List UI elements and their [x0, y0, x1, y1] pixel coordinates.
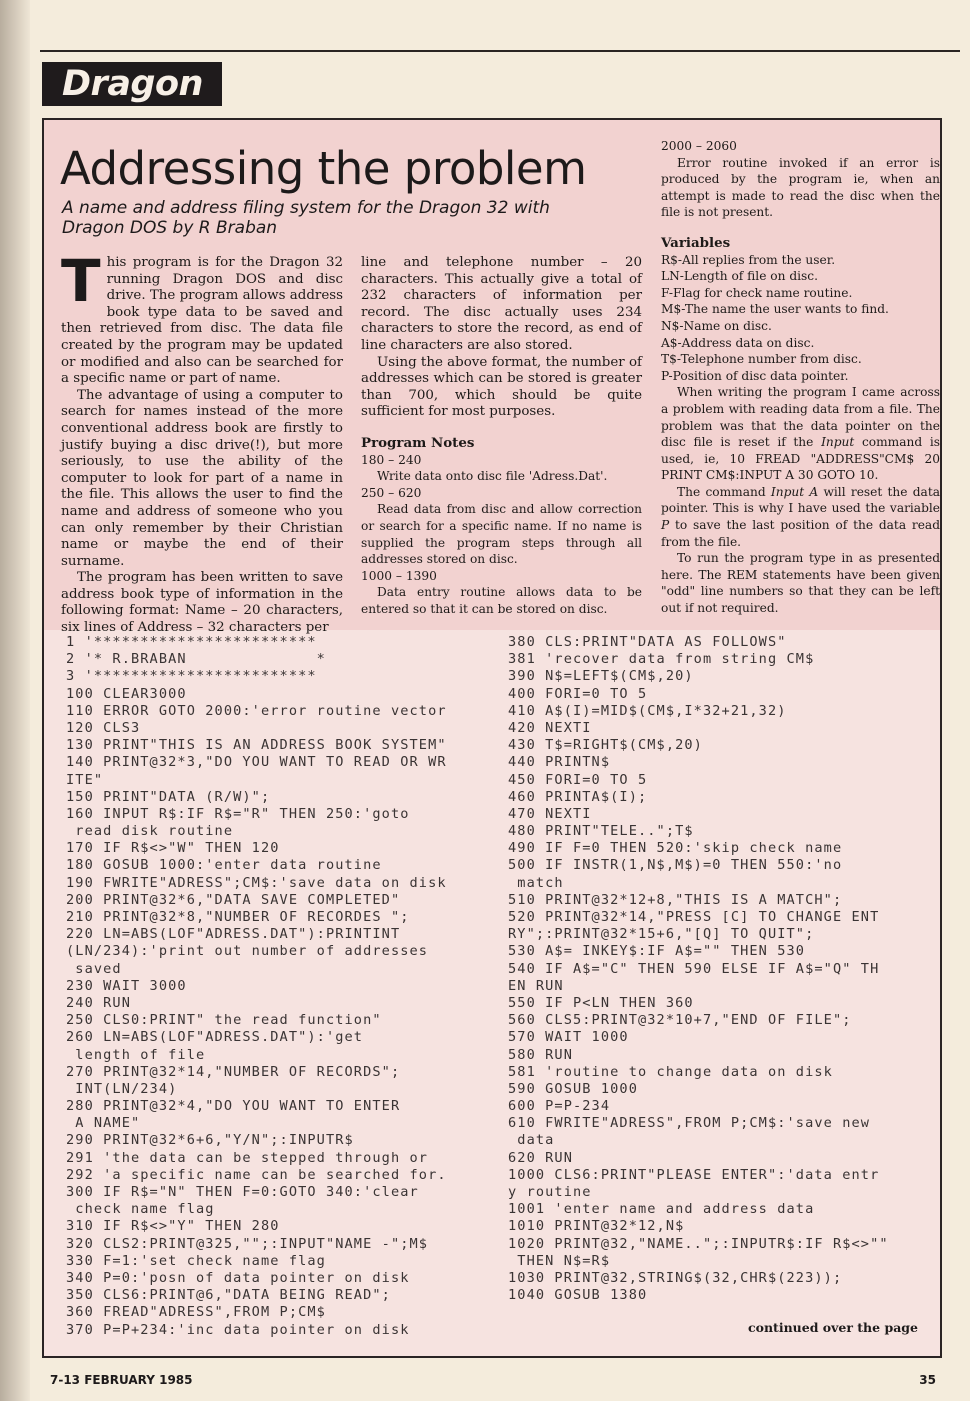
code-line: 620 RUN	[508, 1149, 573, 1166]
variable-item: F-Flag for check name routine.	[661, 285, 853, 300]
note-text: Read data from disc and allow correction or search for a specific name. If no name is supplied the program steps through all addresses stored on disc.	[361, 502, 642, 567]
code-line: 600 P=P-234	[508, 1098, 611, 1115]
code-line: check name flag	[66, 1201, 215, 1218]
note-text: Data entry routine allows data to be entered so that it can be stored on disc.	[361, 585, 642, 616]
variables-heading: Variables	[661, 234, 731, 251]
code-line: y routine	[508, 1184, 592, 1200]
code-line: 380 CLS:PRINT"DATA AS FOLLOWS"	[508, 634, 787, 650]
variable-item: LN-Length of file on disc.	[661, 269, 819, 284]
code-line: RY";:PRINT@32*15+6,"[Q] TO QUIT";	[508, 926, 815, 943]
code-line: 320 CLS2:PRINT@325,"";:INPUT"NAME -";M$	[66, 1235, 429, 1252]
code-line: 560 CLS5:PRINT@32*10+7,"END OF FILE";	[508, 1012, 852, 1029]
code-line: A NAME"	[66, 1115, 141, 1132]
code-line: 460 PRINTA$(I);	[508, 788, 648, 805]
code-line: 240 RUN	[66, 994, 131, 1011]
article-title: Addressing the problem	[60, 142, 587, 195]
code-line: saved	[66, 960, 122, 977]
text-run: Input A	[770, 484, 819, 499]
code-line: data	[508, 1132, 555, 1149]
line-range: 2000 – 2060	[661, 139, 737, 153]
variable-item: R$-All replies from the user.	[661, 252, 836, 267]
code-line: 1020 PRINT@32,"NAME..";:INPUTR$:IF R$<>""	[508, 1235, 889, 1252]
code-line: 250 CLS0:PRINT" the read function"	[66, 1012, 382, 1029]
continued-note: continued over the page	[748, 1320, 918, 1335]
code-line: 570 WAIT 1000	[508, 1029, 629, 1046]
line-range: 180 – 240	[361, 452, 422, 467]
code-line: 440 PRINTN$	[508, 754, 611, 771]
code-line: length of file	[66, 1046, 206, 1063]
code-line: 300 IF R$="N" THEN F=0:GOTO 340:'clear	[66, 1184, 419, 1200]
note-text: Write data onto disc file 'Adress.Dat'.	[377, 469, 608, 484]
article-column-3	[661, 138, 940, 617]
code-line: 1 '************************	[66, 634, 317, 650]
code-line: 270 PRINT@32*14,"NUMBER OF RECORDS";	[66, 1063, 401, 1080]
body-paragraph	[661, 384, 940, 484]
code-line: 490 IF F=0 THEN 520:'skip check name	[508, 840, 843, 857]
code-line: INT(LN/234)	[66, 1080, 178, 1097]
code-line: 470 NEXTI	[508, 805, 592, 822]
code-line: 590 GOSUB 1000	[508, 1080, 638, 1097]
body-paragraph: To run the program type in as presented here. The REM statements have been given "odd" line numbers so that they can be left out if not required.	[661, 551, 940, 616]
code-line: 230 WAIT 3000	[66, 977, 187, 994]
article-column-1	[61, 247, 343, 637]
page-gutter-shadow	[0, 0, 30, 1401]
code-line: 150 PRINT"DATA (R/W)";	[66, 788, 271, 805]
code-line: 292 'a specific name can be searched for.	[66, 1166, 447, 1183]
code-line: 581 'routine to change data on disk	[508, 1063, 833, 1080]
intro-paragraph	[61, 247, 343, 388]
code-line: 420 NEXTI	[508, 719, 592, 736]
code-line: 190 FWRITE"ADRESS";CM$:'save data on disk	[66, 874, 447, 891]
code-line: 390 N$=LEFT$(CM$,20)	[508, 668, 694, 685]
body-paragraph	[661, 484, 940, 550]
code-line: 120 CLS3	[66, 719, 141, 736]
code-line: 130 PRINT"THIS IS AN ADDRESS BOOK SYSTEM"	[66, 737, 447, 754]
code-line: 610 FWRITE"ADRESS",FROM P;CM$:'save new	[508, 1115, 871, 1132]
code-line: 580 RUN	[508, 1046, 573, 1063]
text-run: will reset the data pointer. This is why I have used the variable	[661, 484, 940, 516]
variables-list	[661, 252, 940, 385]
body-paragraph: The program has been written to save address book type of information in the following format: Name – 20 characters, six lines of Address – 32 characters per	[61, 570, 343, 636]
variable-item: P-Position of disc data pointer.	[661, 368, 849, 383]
code-line: 291 'the data can be stepped through or	[66, 1149, 429, 1166]
code-line: 3 '************************	[66, 668, 317, 685]
section-tab: Dragon	[42, 62, 222, 106]
code-line: read disk routine	[66, 823, 234, 840]
text-run: The command	[677, 484, 771, 499]
variable-item: M$-The name the user wants to find.	[661, 302, 889, 317]
code-line: 280 PRINT@32*4,"DO YOU WANT TO ENTER	[66, 1098, 401, 1115]
code-line: 1000 CLS6:PRINT"PLEASE ENTER":'data entr	[508, 1166, 880, 1183]
line-range: 250 – 620	[361, 485, 422, 500]
text-run: to save the last position of the data read from the file.	[661, 518, 940, 549]
code-line: 510 PRINT@32*12+8,"THIS IS A MATCH";	[508, 891, 843, 908]
code-line: 370 P=P+234:'inc data pointer on disk	[66, 1321, 410, 1338]
code-line: 381 'recover data from string CM$	[508, 651, 815, 668]
line-range: 1000 – 1390	[361, 568, 437, 583]
code-line: 290 PRINT@32*6+6,"Y/N";:INPUTR$	[66, 1132, 354, 1149]
program-listing-left	[66, 634, 496, 1339]
code-line: 180 GOSUB 1000:'enter data routine	[66, 857, 382, 874]
intro-text: his program is for the Dragon 32 running Dragon DOS and disc drive. The program allows address book type data to be saved and then retrieved from disc. The data file created by the program may be updated or modified and also can be searched for a specific name or part of name.	[61, 255, 343, 387]
article-standfirst: A name and address filing system for the Dragon 32 with Dragon DOS by R Braban	[62, 198, 550, 238]
body-paragraph: The advantage of using a computer to search for names instead of the more conventional address book are firstly to justify buying a disc drive(!), but more seriously, to use the ability of the computer to look for part of a name in the file. This allows the user to find the name and address of someone who you can only remember by their Christian name or maybe the end of their surname.	[61, 387, 343, 569]
page-number: 35	[919, 1373, 936, 1387]
code-line: 220 LN=ABS(LOF"ADRESS.DAT"):PRINTINT	[66, 926, 401, 943]
code-line: EN RUN	[508, 977, 564, 994]
code-line: match	[508, 874, 564, 891]
code-line: 330 F=1:'set check name flag	[66, 1252, 326, 1269]
code-line: (LN/234):'print out number of addresses	[66, 943, 429, 960]
code-line: 550 IF P<LN THEN 360	[508, 994, 694, 1011]
code-line: 340 P=0:'posn of data pointer on disk	[66, 1269, 410, 1286]
code-line: 1040 GOSUB 1380	[508, 1287, 648, 1304]
article-column-2	[361, 255, 642, 617]
code-line: 1010 PRINT@32*12,N$	[508, 1218, 685, 1235]
code-line: 210 PRINT@32*8,"NUMBER OF RECORDES ";	[66, 909, 410, 925]
program-listing-right	[508, 634, 938, 1304]
code-line: 1001 'enter name and address data	[508, 1201, 815, 1218]
code-line: 530 A$= INKEY$:IF A$="" THEN 530	[508, 943, 806, 960]
drop-cap: T	[61, 247, 101, 315]
code-line: 260 LN=ABS(LOF"ADRESS.DAT"):'get	[66, 1029, 364, 1046]
code-line: 540 IF A$="C" THEN 590 ELSE IF A$="Q" TH	[508, 960, 880, 977]
variable-item: N$-Name on disc.	[661, 318, 772, 333]
text-run: command is used, ie, 10 FREAD "ADDRESS"CM$ 20 PRINT CM$:INPUT A 30 GOTO 10.	[661, 435, 940, 483]
code-line: 170 IF R$<>"W" THEN 120	[66, 840, 280, 857]
code-line: 520 PRINT@32*14,"PRESS [C] TO CHANGE ENT	[508, 909, 880, 925]
code-line: THEN N$=R$	[508, 1252, 611, 1269]
code-line: 350 CLS6:PRINT@6,"DATA BEING READ";	[66, 1287, 391, 1304]
text-run: Input	[821, 435, 855, 450]
program-notes-heading: Program Notes	[361, 434, 475, 451]
code-line: 310 IF R$<>"Y" THEN 280	[66, 1218, 280, 1235]
variable-item: A$-Address data on disc.	[661, 335, 815, 350]
code-line: 200 PRINT@32*6,"DATA SAVE COMPLETED"	[66, 891, 401, 908]
code-line: ITE"	[66, 771, 104, 788]
code-line: 500 IF INSTR(1,N$,M$)=0 THEN 550:'no	[508, 857, 843, 874]
code-line: 400 FORI=0 TO 5	[508, 685, 648, 702]
footer-date: 7-13 FEBRUARY 1985	[50, 1373, 193, 1387]
code-line: 2 '* R.BRABAN *	[66, 651, 326, 668]
body-paragraph: line and telephone number – 20 characters. This actually give a total of 232 characters of information per record. The disc actually uses 234 characters to store the record, as end of line characters are also stored.	[361, 255, 642, 353]
code-line: 110 ERROR GOTO 2000:'error routine vector	[66, 702, 447, 719]
body-paragraph: Using the above format, the number of addresses which can be stored is greater than 700, which should be quite sufficient for most purposes.	[361, 354, 642, 420]
text-run: P	[661, 518, 670, 533]
code-line: 140 PRINT@32*3,"DO YOU WANT TO READ OR WR	[66, 754, 447, 771]
code-line: 1030 PRINT@32,STRING$(32,CHR$(223));	[508, 1269, 843, 1286]
top-rule	[40, 50, 960, 52]
code-line: 160 INPUT R$:IF R$="R" THEN 250:'goto	[66, 805, 410, 822]
code-line: 360 FREAD"ADRESS",FROM P;CM$	[66, 1304, 326, 1321]
code-line: 430 T$=RIGHT$(CM$,20)	[508, 737, 703, 754]
code-line: 410 A$(I)=MID$(CM$,I*32+21,32)	[508, 702, 787, 719]
code-line: 100 CLEAR3000	[66, 685, 187, 702]
variable-item: T$-Telephone number from disc.	[661, 352, 862, 367]
code-line: 480 PRINT"TELE..";T$	[508, 823, 694, 840]
note-text: Error routine invoked if an error is produced by the program ie, when an attempt is made to read the disc when the file is not present.	[661, 155, 940, 220]
code-line: 450 FORI=0 TO 5	[508, 771, 648, 788]
text-run: When writing the program I came across a problem with reading data from a file. The problem was that the data pointer on the disc file is reset if the	[661, 385, 940, 450]
